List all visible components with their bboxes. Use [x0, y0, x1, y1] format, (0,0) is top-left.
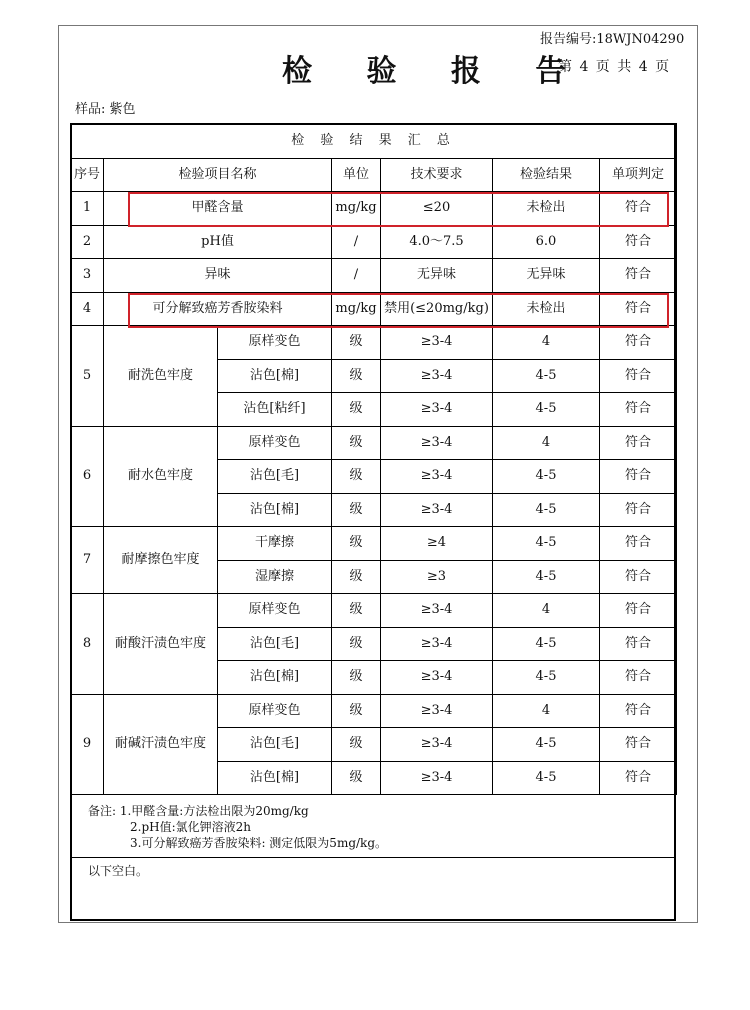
- cell-seq: 4: [71, 292, 104, 326]
- cell-judgment: 符合: [600, 426, 677, 460]
- cell-sub-item: 干摩擦: [218, 527, 332, 561]
- cell-unit: 级: [332, 728, 381, 762]
- cell-seq: 1: [71, 192, 104, 226]
- cell-result: 4-5: [493, 393, 600, 427]
- cell-item: 异味: [104, 259, 332, 293]
- cell-sub-item: 原样变色: [218, 594, 332, 628]
- cell-item: 甲醛含量: [104, 192, 332, 226]
- cell-result: 4-5: [493, 527, 600, 561]
- remark-line-2: 2.pH值:氯化钾溶液2h: [130, 820, 252, 834]
- cell-group-name: 耐碱汗渍色牢度: [104, 694, 218, 795]
- cell-item: 可分解致癌芳香胺染料: [104, 292, 332, 326]
- cell-sub-item: 沾色[棉]: [218, 493, 332, 527]
- cell-unit: 级: [332, 359, 381, 393]
- cell-requirement: ≥3-4: [381, 661, 493, 695]
- cell-result: 未检出: [493, 292, 600, 326]
- cell-unit: 级: [332, 493, 381, 527]
- cell-requirement: 禁用(≤20mg/kg): [381, 292, 493, 326]
- cell-sub-item: 沾色[粘纤]: [218, 393, 332, 427]
- cell-result: 未检出: [493, 192, 600, 226]
- report-number: 报告编号:18WJN04290: [540, 32, 685, 47]
- col-header-requirement: 技术要求: [381, 159, 493, 192]
- cell-judgment: 符合: [600, 527, 677, 561]
- cell-judgment: 符合: [600, 192, 677, 226]
- cell-requirement: ≥3-4: [381, 594, 493, 628]
- cell-sub-item: 沾色[棉]: [218, 359, 332, 393]
- cell-judgment: 符合: [600, 728, 677, 762]
- cell-sub-item: 沾色[棉]: [218, 761, 332, 795]
- cell-requirement: ≤20: [381, 192, 493, 226]
- cell-sub-item: 沾色[毛]: [218, 728, 332, 762]
- cell-requirement: ≥3-4: [381, 493, 493, 527]
- cell-judgment: 符合: [600, 627, 677, 661]
- cell-requirement: ≥3-4: [381, 359, 493, 393]
- cell-unit: /: [332, 225, 381, 259]
- cell-result: 4-5: [493, 359, 600, 393]
- cell-result: 无异味: [493, 259, 600, 293]
- col-header-unit: 单位: [332, 159, 381, 192]
- cell-result: 4-5: [493, 560, 600, 594]
- cell-result: 4-5: [493, 460, 600, 494]
- cell-result: 4: [493, 326, 600, 360]
- cell-judgment: 符合: [600, 326, 677, 360]
- cell-judgment: 符合: [600, 225, 677, 259]
- cell-unit: 级: [332, 594, 381, 628]
- cell-group-name: 耐摩擦色牢度: [104, 527, 218, 594]
- cell-seq: 5: [71, 326, 104, 427]
- cell-group-name: 耐酸汗渍色牢度: [104, 594, 218, 695]
- cell-unit: 级: [332, 527, 381, 561]
- cell-seq: 9: [71, 694, 104, 795]
- cell-sub-item: 原样变色: [218, 694, 332, 728]
- cell-result: 4-5: [493, 728, 600, 762]
- cell-requirement: ≥3-4: [381, 393, 493, 427]
- cell-result: 4-5: [493, 761, 600, 795]
- cell-unit: mg/kg: [332, 192, 381, 226]
- cell-judgment: 符合: [600, 259, 677, 293]
- cell-judgment: 符合: [600, 594, 677, 628]
- cell-unit: 级: [332, 627, 381, 661]
- cell-unit: 级: [332, 694, 381, 728]
- cell-result: 4: [493, 426, 600, 460]
- cell-judgment: 符合: [600, 493, 677, 527]
- cell-judgment: 符合: [600, 761, 677, 795]
- cell-judgment: 符合: [600, 292, 677, 326]
- cell-sub-item: 沾色[棉]: [218, 661, 332, 695]
- cell-unit: 级: [332, 761, 381, 795]
- table-frame: [70, 123, 676, 921]
- cell-unit: 级: [332, 560, 381, 594]
- page-indicator: 第 4 页 共 4 页: [558, 59, 670, 75]
- summary-title: 检 验 结 果 汇 总: [71, 124, 677, 159]
- cell-result: 6.0: [493, 225, 600, 259]
- cell-seq: 2: [71, 225, 104, 259]
- cell-seq: 3: [71, 259, 104, 293]
- cell-judgment: 符合: [600, 560, 677, 594]
- cell-group-name: 耐水色牢度: [104, 426, 218, 527]
- cell-seq: 6: [71, 426, 104, 527]
- remark-line-1: 备注: 1.甲醛含量:方法检出限为20mg/kg: [88, 804, 309, 818]
- cell-unit: 级: [332, 426, 381, 460]
- cell-requirement: ≥3-4: [381, 694, 493, 728]
- col-header-item: 检验项目名称: [104, 159, 332, 192]
- cell-requirement: ≥4: [381, 527, 493, 561]
- cell-item: pH值: [104, 225, 332, 259]
- sample-label: 样品: 紫色: [75, 102, 136, 117]
- cell-requirement: ≥3-4: [381, 326, 493, 360]
- cell-result: 4-5: [493, 627, 600, 661]
- cell-judgment: 符合: [600, 694, 677, 728]
- cell-judgment: 符合: [600, 460, 677, 494]
- cell-requirement: ≥3-4: [381, 627, 493, 661]
- cell-group-name: 耐洗色牢度: [104, 326, 218, 427]
- cell-requirement: ≥3-4: [381, 761, 493, 795]
- remarks-divider: [70, 857, 676, 858]
- cell-seq: 8: [71, 594, 104, 695]
- report-title: 检 验 报 告: [282, 54, 588, 89]
- cell-judgment: 符合: [600, 359, 677, 393]
- blank-below-note: 以下空白。: [88, 864, 149, 878]
- cell-sub-item: 沾色[毛]: [218, 627, 332, 661]
- cell-seq: 7: [71, 527, 104, 594]
- remarks-block: [88, 803, 387, 851]
- cell-sub-item: 原样变色: [218, 326, 332, 360]
- cell-sub-item: 沾色[毛]: [218, 460, 332, 494]
- cell-result: 4: [493, 594, 600, 628]
- cell-requirement: ≥3-4: [381, 728, 493, 762]
- remark-line-3: 3.可分解致癌芳香胺染料: 测定低限为5mg/kg。: [130, 836, 387, 850]
- col-header-result: 检验结果: [493, 159, 600, 192]
- cell-requirement: ≥3-4: [381, 460, 493, 494]
- cell-judgment: 符合: [600, 393, 677, 427]
- cell-unit: 级: [332, 460, 381, 494]
- col-header-seq: 序号: [71, 159, 104, 192]
- cell-unit: /: [332, 259, 381, 293]
- cell-result: 4: [493, 694, 600, 728]
- cell-unit: 级: [332, 326, 381, 360]
- cell-unit: 级: [332, 661, 381, 695]
- cell-requirement: 4.0～7.5: [381, 225, 493, 259]
- cell-requirement: 无异味: [381, 259, 493, 293]
- cell-result: 4-5: [493, 493, 600, 527]
- cell-result: 4-5: [493, 661, 600, 695]
- cell-unit: mg/kg: [332, 292, 381, 326]
- cell-requirement: ≥3: [381, 560, 493, 594]
- cell-requirement: ≥3-4: [381, 426, 493, 460]
- col-header-judgment: 单项判定: [600, 159, 677, 192]
- cell-sub-item: 湿摩擦: [218, 560, 332, 594]
- cell-sub-item: 原样变色: [218, 426, 332, 460]
- cell-unit: 级: [332, 393, 381, 427]
- cell-judgment: 符合: [600, 661, 677, 695]
